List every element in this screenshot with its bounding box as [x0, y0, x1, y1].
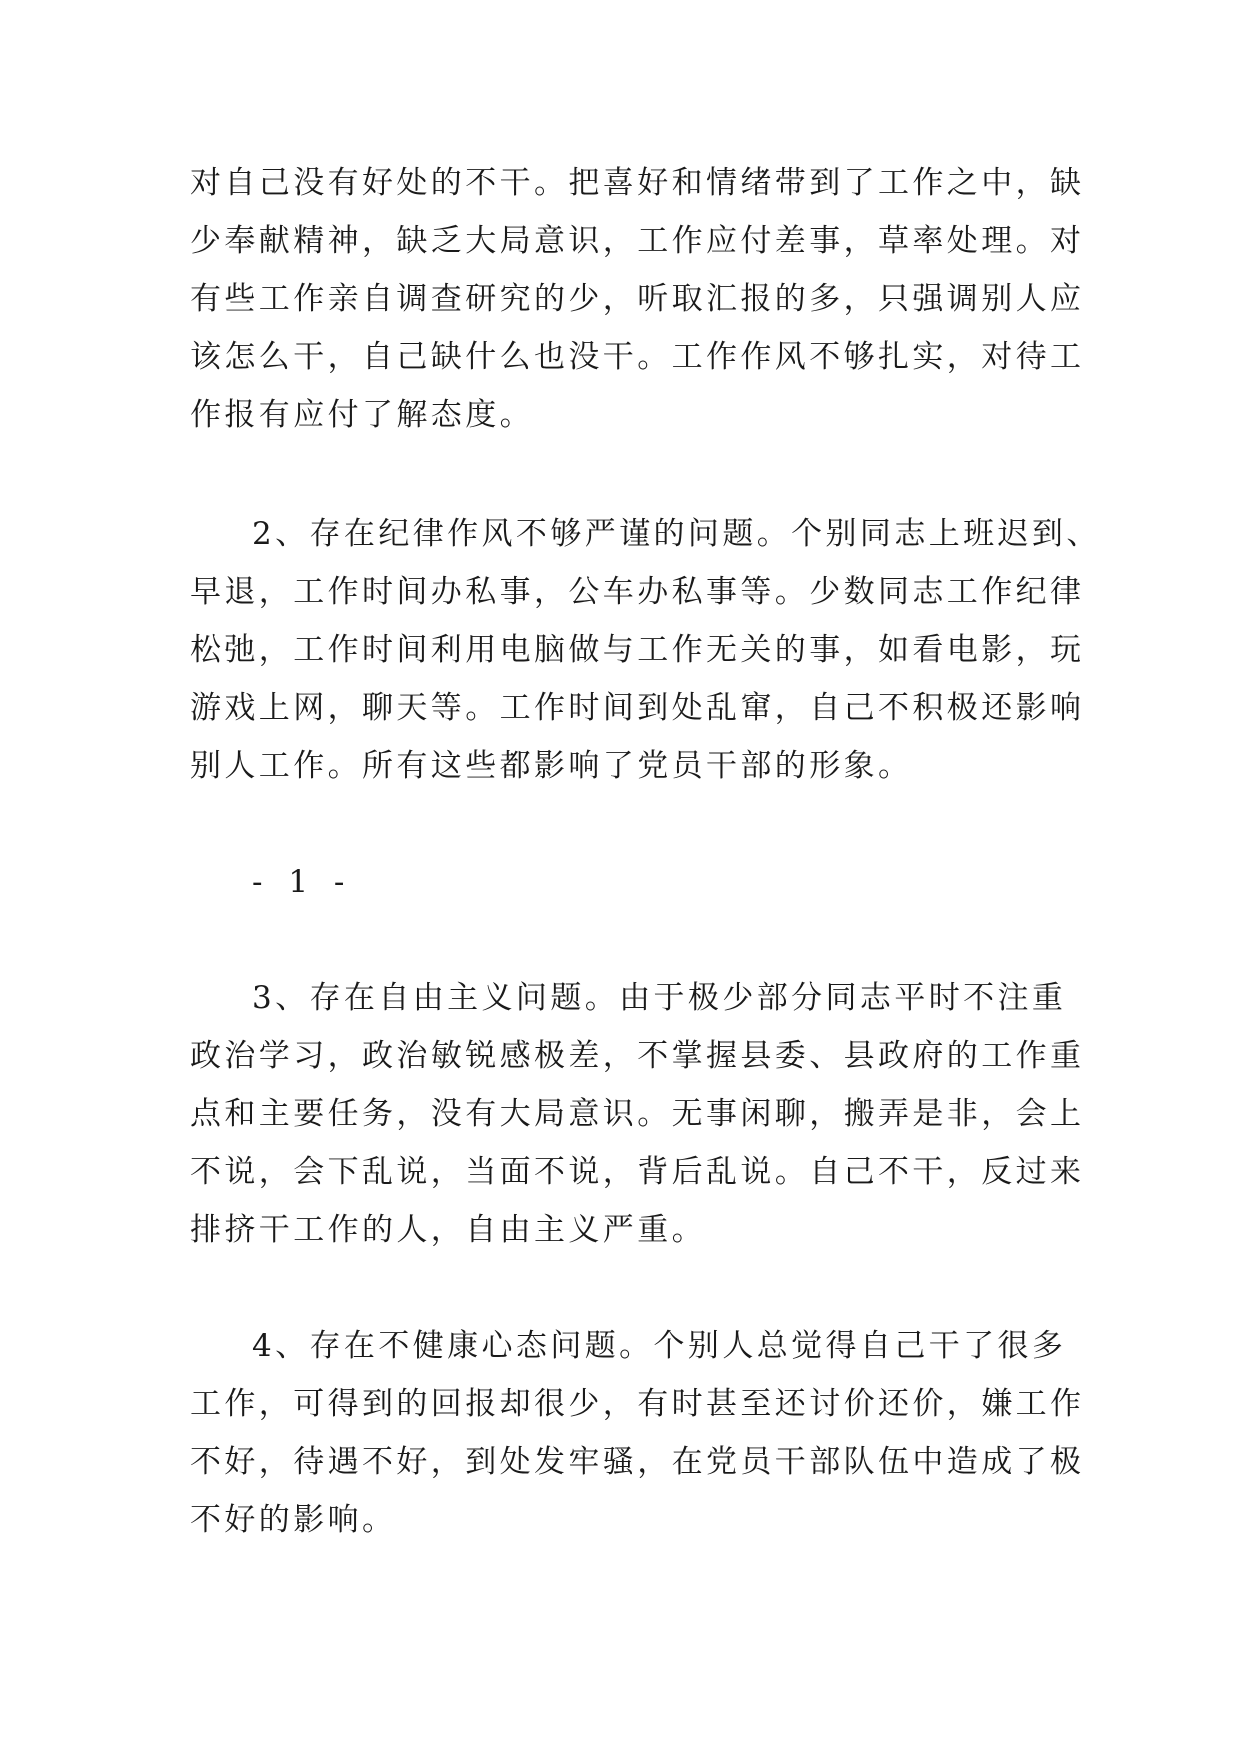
paragraph-3-line-1: 3、存在自由主义问题。由于极少部分同志平时不注重 — [252, 980, 1067, 1016]
paragraph-4-line-3: 不好，待遇不好，到处发牢骚，在党员干部队伍中造成了极 — [190, 1444, 1085, 1480]
page-number: - 1 - — [252, 864, 353, 900]
paragraph-4-line-1: 4、存在不健康心态问题。个别人总觉得自己干了很多 — [252, 1328, 1067, 1364]
paragraph-4-line-2: 工作，可得到的回报却很少，有时甚至还讨价还价，嫌工作 — [190, 1386, 1085, 1422]
paragraph-3-line-5: 排挤干工作的人，自由主义严重。 — [190, 1212, 706, 1248]
paragraph-1-line-4: 该怎么干，自己缺什么也没干。工作作风不够扎实，对待工 — [190, 339, 1085, 375]
paragraph-1-line-1: 对自己没有好处的不干。把喜好和情绪带到了工作之中，缺 — [190, 165, 1085, 201]
paragraph-1-line-5: 作报有应付了解态度。 — [190, 397, 534, 433]
paragraph-3-line-2: 政治学习，政治敏锐感极差，不掌握县委、县政府的工作重 — [190, 1038, 1085, 1074]
paragraph-2-line-2: 早退，工作时间办私事，公车办私事等。少数同志工作纪律 — [190, 574, 1085, 610]
paragraph-3-line-4: 不说，会下乱说，当面不说，背后乱说。自己不干，反过来 — [190, 1154, 1085, 1190]
paragraph-1-line-2: 少奉献精神，缺乏大局意识，工作应付差事，草率处理。对 — [190, 223, 1085, 259]
paragraph-2-line-3: 松弛，工作时间利用电脑做与工作无关的事，如看电影，玩 — [190, 632, 1085, 668]
paragraph-2-line-1: 2、存在纪律作风不够严谨的问题。个别同志上班迟到、 — [252, 516, 1101, 552]
paragraph-2-line-5: 别人工作。所有这些都影响了党员干部的形象。 — [190, 748, 913, 784]
paragraph-3-line-3: 点和主要任务，没有大局意识。无事闲聊，搬弄是非，会上 — [190, 1096, 1085, 1132]
paragraph-4-line-4: 不好的影响。 — [190, 1502, 397, 1538]
paragraph-1-line-3: 有些工作亲自调查研究的少，听取汇报的多，只强调别人应 — [190, 281, 1085, 317]
paragraph-2-line-4: 游戏上网，聊天等。工作时间到处乱窜，自己不积极还影响 — [190, 690, 1085, 726]
